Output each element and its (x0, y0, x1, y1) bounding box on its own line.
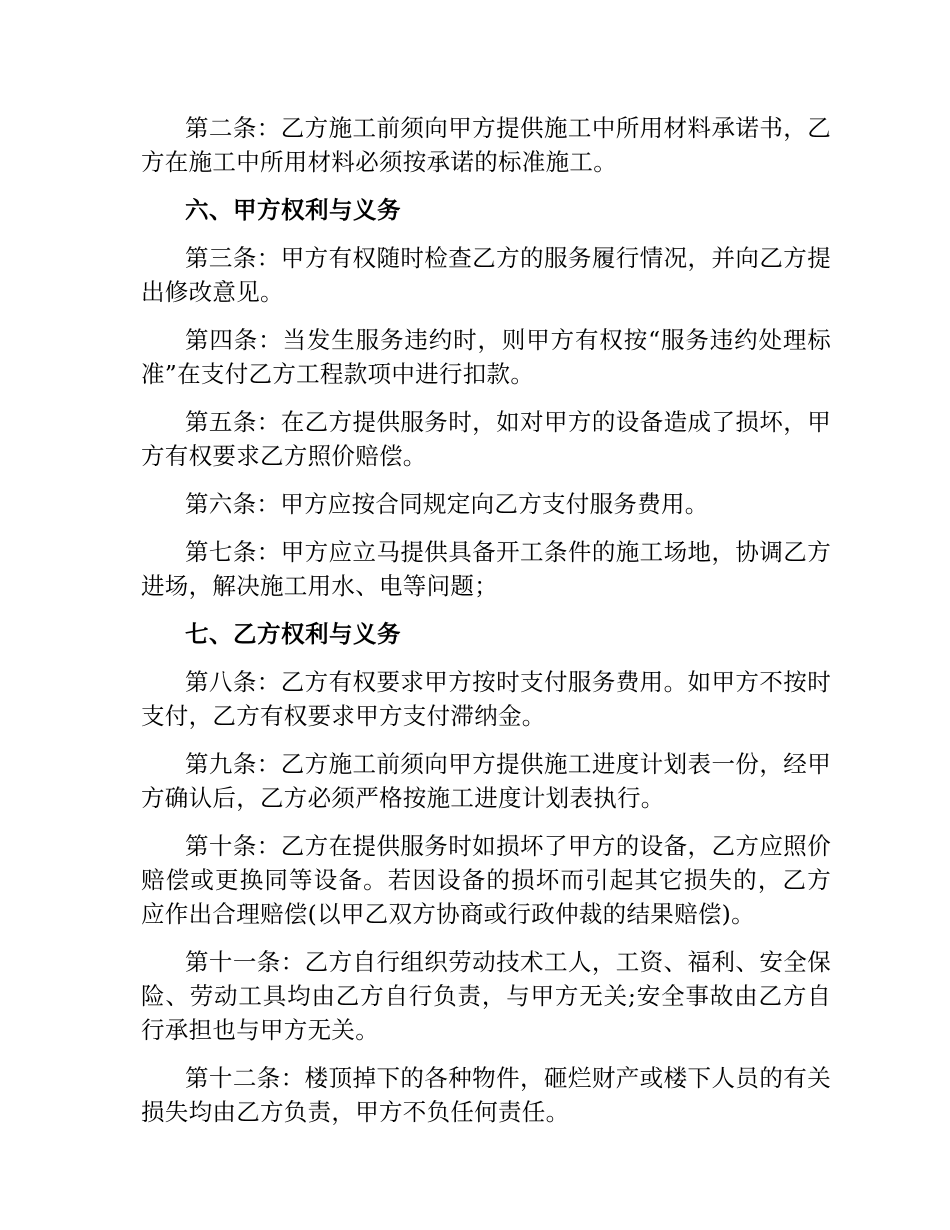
clause-3: 第三条：甲方有权随时检查乙方的服务履行情况，并向乙方提出修改意见。 (141, 244, 831, 306)
clause-7: 第七条：甲方应立马提供具备开工条件的施工场地，协调乙方进场，解决施工用水、电等问题； (141, 538, 831, 600)
clause-6: 第六条：甲方应按合同规定向乙方支付服务费用。 (185, 490, 709, 518)
clause-8: 第八条：乙方有权要求甲方按时支付服务费用。如甲方不按时支付，乙方有权要求甲方支付滞纳金。 (141, 668, 831, 730)
section-heading-6: 六、甲方权利与义务 (185, 196, 401, 224)
clause-2: 第二条：乙方施工前须向甲方提供施工中所用材料承诺书，乙方在施工中所用材料必须按承诺的标准施工。 (141, 114, 831, 176)
clause-12: 第十二条：楼顶掉下的各种物件，砸烂财产或楼下人员的有关损失均由乙方负责，甲方不负任何责任。 (141, 1064, 831, 1126)
clause-10: 第十条：乙方在提供服务时如损坏了甲方的设备，乙方应照价赔偿或更换同等设备。若因设备的损坏而引起其它损失的，乙方应作出合理赔偿(以甲乙双方协商或行政仲裁的结果赔偿)。 (141, 832, 831, 928)
clause-11: 第十一条：乙方自行组织劳动技术工人，工资、福利、安全保险、劳动工具均由乙方自行负责，与甲方无关;安全事故由乙方自行承担也与甲方无关。 (141, 948, 831, 1044)
clause-5: 第五条：在乙方提供服务时，如对甲方的设备造成了损坏，甲方有权要求乙方照价赔偿。 (141, 408, 831, 470)
clause-9: 第九条：乙方施工前须向甲方提供施工进度计划表一份，经甲方确认后，乙方必须严格按施工进度计划表执行。 (141, 750, 831, 812)
section-heading-7: 七、乙方权利与义务 (185, 620, 401, 648)
document-body (141, 111, 831, 1143)
clause-4: 第四条：当发生服务违约时，则甲方有权按“服务违约处理标准”在支付乙方工程款项中进行扣款。 (141, 326, 831, 388)
